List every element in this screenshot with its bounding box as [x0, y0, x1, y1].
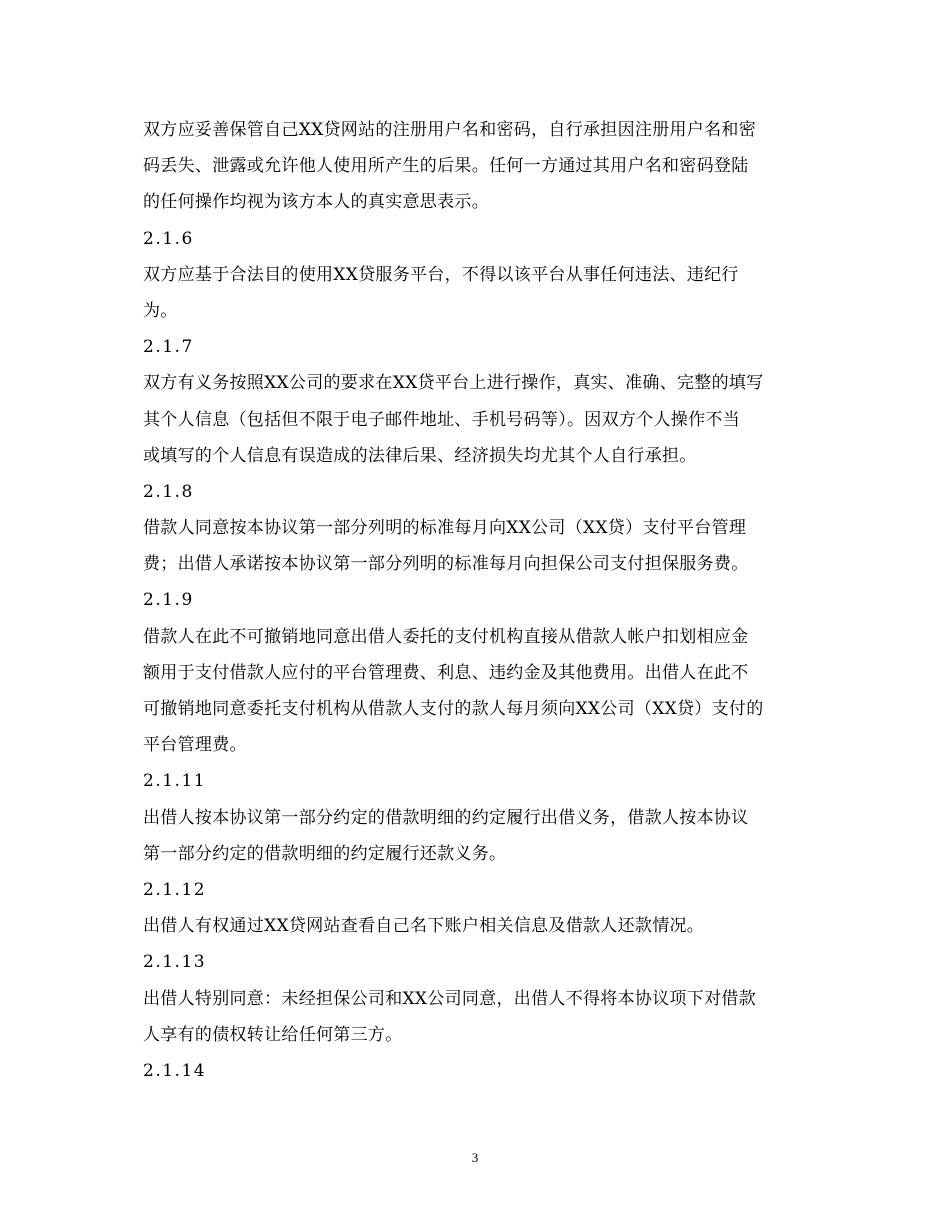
text-line: 双方应基于合法目的使用XX贷服务平台，不得以该平台从事任何违法、违纪行 — [143, 264, 739, 285]
clause-number: 2.1.7 — [143, 337, 194, 358]
text-line: 额用于支付借款人应付的平台管理费、利息、违约金及其他费用。出借人在此不 — [143, 662, 749, 683]
text-line: 为。 — [143, 300, 178, 321]
text-line: 的任何操作均视为该方本人的真实意思表示。 — [143, 192, 489, 213]
clause-number: 2.1.9 — [143, 590, 194, 611]
clause-number: 2.1.8 — [143, 481, 194, 502]
text-line: 平台管理费。 — [143, 735, 247, 756]
clause-number: 2.1.6 — [143, 228, 194, 249]
text-line: 码丢失、泄露或允许他人使用所产生的后果。任何一方通过其用户名和密码登陆 — [143, 156, 749, 177]
text-line: 可撤销地同意委托支付机构从借款人支付的款人每月须向XX公司（XX贷）支付的 — [143, 699, 764, 719]
clause-number: 2.1.12 — [143, 879, 207, 900]
clause-number: 2.1.14 — [143, 1060, 207, 1081]
text-line: 双方应妥善保管自己XX贷网站的注册用户名和密码，自行承担因注册用户名和密 — [143, 120, 757, 140]
clause-number: 2.1.11 — [143, 771, 207, 792]
text-line: 出借人有权通过XX贷网站查看自己名下账户相关信息及借款人还款情况。 — [143, 916, 705, 937]
text-line: 借款人同意按本协议第一部分列明的标准每月向XX公司（XX贷）支付平台管理 — [143, 518, 747, 539]
text-line: 借款人在此不可撤销地同意出借人委托的支付机构直接从借款人帐户扣划相应金 — [143, 626, 749, 647]
text-line: 双方有义务按照XX公司的要求在XX贷平台上进行操作，真实、准确、完整的填写 — [143, 373, 764, 394]
page-body — [143, 112, 815, 1089]
text-line: 其个人信息（包括但不限于电子邮件地址、手机号码等）。因双方个人操作不当 — [143, 409, 740, 430]
text-line: 第一部分约定的借款明细的约定履行还款义务。 — [143, 843, 507, 864]
clause-number: 2.1.13 — [143, 952, 207, 973]
page-number: 3 — [471, 1150, 479, 1165]
text-line: 出借人按本协议第一部分约定的借款明细的约定履行出借义务，借款人按本协议 — [143, 807, 749, 828]
text-line: 费；出借人承诺按本协议第一部分列明的标准每月向担保公司支付担保服务费。 — [143, 554, 749, 575]
text-line: 人享有的债权转让给任何第三方。 — [143, 1024, 403, 1045]
text-line: 出借人特别同意：未经担保公司和XX公司同意，出借人不得将本协议项下对借款 — [143, 988, 757, 1009]
text-line: 或填写的个人信息有误造成的法律后果、经济损失均尤其个人自行承担。 — [143, 445, 697, 466]
